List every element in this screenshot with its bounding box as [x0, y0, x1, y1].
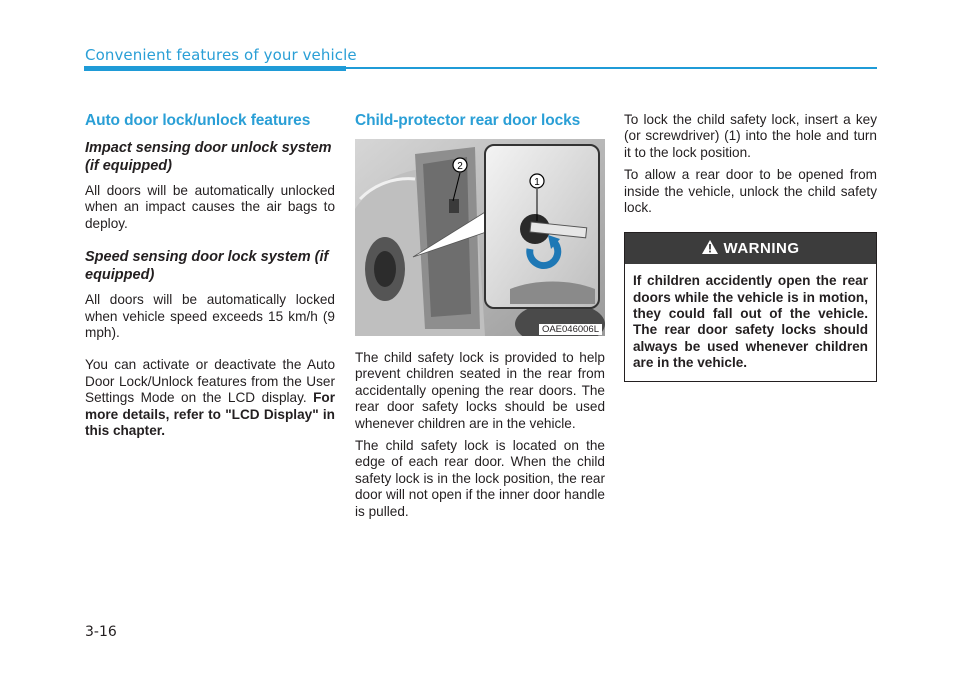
child-lock-illustration [355, 139, 605, 336]
column-3 [624, 112, 877, 382]
child-protector-heading: Child-protector rear door locks [355, 112, 581, 129]
activate-text [85, 357, 335, 439]
callout-1-label: 1 [534, 177, 540, 188]
activate-text-bold: For more details, refer to "LCD Display" in this chapter. [85, 390, 335, 439]
column-1 [85, 112, 335, 455]
header-rule-accent [84, 66, 346, 71]
auto-door-lock-heading: Auto door lock/unlock features [85, 112, 311, 129]
lock-instruction-text: To lock the child safety lock, insert a key (or screwdriver) (1) into the hole and turn it to the lock position. [624, 112, 877, 160]
impact-sensing-text: All doors will be automatically unlocked when an impact causes the air bags to deploy. [85, 183, 335, 231]
header-rule [346, 67, 877, 69]
child-lock-text-2: The child safety lock is located on the edge of each rear door. When the child safety lock is in the lock position, the rear door will not open if the inner door handle is pulled. [355, 438, 605, 519]
callout-2-label: 2 [457, 161, 463, 172]
page-number: 3-16 [85, 624, 117, 640]
warning-header [625, 233, 876, 264]
activate-text-plain: You can activate or deactivate the Auto Door Lock/Unlock features from the User Settings Mode on the LCD display. [85, 357, 335, 406]
column-2 [355, 112, 605, 536]
warning-box [624, 232, 877, 382]
unlock-instruction-text: To allow a rear door to be opened from inside the vehicle, unlock the child safety lock. [624, 167, 877, 216]
impact-sensing-subheading: Impact sensing door unlock system (if equipped) [85, 140, 332, 174]
child-lock-text-1: The child safety lock is provided to help prevent children seated in the rear from accidentally opening the rear doors. The rear door safety locks should be used whenever children are in the vehicle. [355, 350, 605, 431]
warning-title: WARNING [723, 240, 800, 258]
section-header-title: Convenient features of your vehicle [85, 46, 357, 64]
speed-sensing-subheading: Speed sensing door lock system (if equipped) [85, 249, 329, 284]
warning-triangle-icon [702, 240, 718, 258]
figure-code: OAE046006L [539, 324, 602, 335]
speed-sensing-text: All doors will be automatically locked when vehicle speed exceeds 15 km/h (9 mph). [85, 292, 335, 341]
warning-text: If children accidently open the rear doors while the vehicle is in motion, they could fall out of the vehicle. The rear door safety locks should always be used whenever children are in the vehicle. [633, 273, 868, 370]
child-lock-figure [355, 139, 605, 336]
